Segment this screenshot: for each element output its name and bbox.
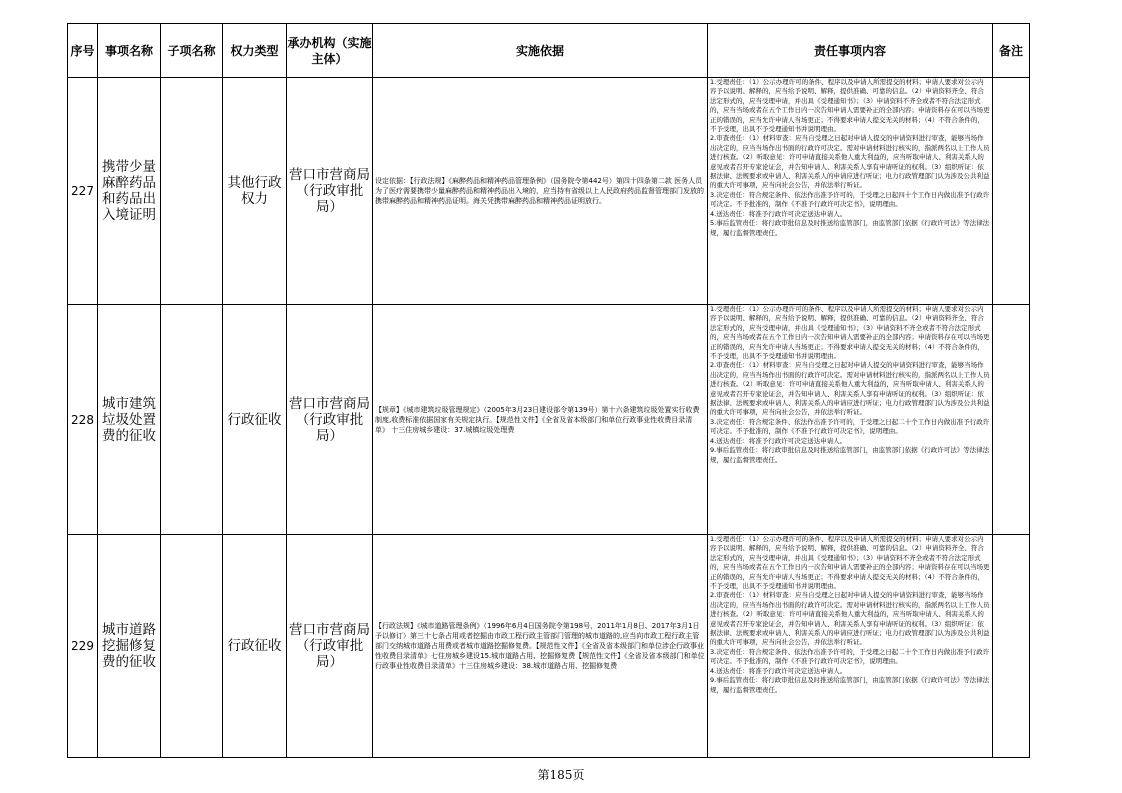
row-seq: 229 xyxy=(68,535,98,758)
header-seq: 序号 xyxy=(68,24,98,78)
table-row xyxy=(68,535,1030,758)
row-basis: 设定依据：【行政法规】《麻醉药品和精神药品管理条例》（国务院令第442号）第四十四条第二款 医务人员为了医疗需要携带少量麻醉药品和精神药品出入境的，应当持有省级以上人民政府药品监督管理部门发放的携带麻醉药品和精神药品证明。海关凭携带麻醉药品和精神药品证明放行。 xyxy=(373,78,708,305)
header-item-name: 事项名称 xyxy=(98,24,161,78)
row-power-type: 行政征收 xyxy=(223,535,287,758)
duty-item: 2.审查责任：（1）材料审查：应当自受理之日起对申请人提交的申请资料进行审查，能够当场作出决定的，应当当场作出书面的行政许可决定。需对申请材料进行核实的，指派两名以上工作人员进行核查。（2）听取意见：许可申请直接关系他人重大利益的，应当听取申请人、利害关系人的意见或者召开专家论证会，并告知申请人、利害关系人享有申请听证的权利。（3）组织听证：依据法律、法规要求或申请人、利害关系人的申请应进行听证；电力行政管理部门认为涉及公共利益的重大许可事项，应当向社会公告，并依法举行听证。 xyxy=(710,134,990,190)
row-seq: 227 xyxy=(68,78,98,305)
row-basis: 【规章】《城市建筑垃圾管理规定》（2005年3月23日建设部令第139号）第十六条建筑垃圾处置实行收费制度,收费标准依据国家有关规定执行。【规范性文件】《全省及省本级部门和单位行政事业性收费目录清单》 十三住房城乡建设：37.城镇垃圾处理费 xyxy=(373,305,708,535)
duty-item: 3.决定责任：符合规定条件、依法作出准予许可的，于受理之日起二十个工作日内做出准予行政许可决定。不予批准的，制作《不准予行政许可决定书》，说明理由。 xyxy=(710,647,990,666)
row-agency: 营口市营商局（行政审批局） xyxy=(287,78,373,305)
row-sub-item xyxy=(161,305,223,535)
header-agency: 承办机构（实施主体） xyxy=(287,24,373,78)
table-row xyxy=(68,305,1030,535)
duty-item: 2.审查责任：（1）材料审查：应当自受理之日起对申请人提交的申请资料进行审查，能够当场作出决定的，应当当场作出书面的行政许可决定。需对申请材料进行核实的，指派两名以上工作人员进行核查。（2）听取意见：许可申请直接关系他人重大利益的，应当听取申请人、利害关系人的意见或者召开专家论证会，并告知申请人、利害关系人享有申请听证的权利。（3）组织听证：依据法律、法规要求或申请人、利害关系人的申请应进行听证；电力行政管理部门认为涉及公共利益的重大许可事项，应当向社会公告，并依法举行听证。 xyxy=(710,361,990,417)
row-item-name: 城市道路挖掘修复费的征收 xyxy=(98,535,161,758)
duty-item: 9.事后监管责任：将行政审批信息及时推送给监管部门，由监管部门依据《行政许可法》等法律法规，履行监督管理责任。 xyxy=(710,676,990,694)
duty-item: 1.受理责任：（1）公示办理许可的条件、程序以及申请人所需提交的材料；申请人要求对公示内容予以说明、解释的，应当给予说明、解释，提供准确、可靠的信息。（2）申请资料齐全、符合法定形式的，应当受理申请，并出具《受理通知书》；（3）申请资料不齐全或者不符合法定形式的，应当当场或者在五个工作日内一次告知申请人需要补正的全部内容；申请资料存在可以当场更正的错误的，应当允许申请人当场更正；不得要求申请人提交无关的材料；（4）不符合条件的，不予受理，出具不予受理通知书并说明理由。 xyxy=(710,535,990,591)
row-duty xyxy=(708,305,993,535)
duty-item: 5.事后监管责任：将行政审批信息及时推送给监管部门，由监管部门依据《行政许可法》等法律法规，履行监督管理责任。 xyxy=(710,219,990,237)
row-remark xyxy=(993,535,1030,758)
duty-item: 4.送达责任：将准予行政许可决定送达申请人。 xyxy=(710,666,847,675)
duty-item: 3.决定责任：符合规定条件、依法作出准予许可的，于受理之日起二十个工作日内做出准予行政许可决定。不予批准的，制作《不准予行政许可决定书》，说明理由。 xyxy=(710,417,990,436)
duty-item: 3.决定责任：符合规定条件、依法作出准予许可的，于受理之日起四十个工作日内做出准予行政许可决定。不予批准的，制作《不准予行政许可决定书》，说明理由。 xyxy=(710,190,990,209)
duty-item: 4.送达责任：将准予行政许可决定送达申请人。 xyxy=(710,209,847,218)
table-row xyxy=(68,78,1030,305)
row-power-type: 其他行政权力 xyxy=(223,78,287,305)
row-agency: 营口市营商局（行政审批局） xyxy=(287,305,373,535)
duty-item: 1.受理责任：（1）公示办理许可的条件、程序以及申请人所需提交的材料；申请人要求对公示内容予以说明、解释的，应当给予说明、解释，提供准确、可靠的信息。（2）申请资料齐全、符合法定形式的，应当受理申请，并出具《受理通知书》；（3）申请资料不齐全或者不符合法定形式的，应当当场或者在五个工作日内一次告知申请人需要补正的全部内容；申请资料存在可以当场更正的错误的，应当允许申请人当场更正；不得要求申请人提交无关的材料；（4）不符合条件的，不予受理，出具不予受理通知书并说明理由。 xyxy=(710,305,990,361)
header-duty: 责任事项内容 xyxy=(708,24,993,78)
header-remark: 备注 xyxy=(993,24,1030,78)
header-sub-item: 子项名称 xyxy=(161,24,223,78)
row-duty xyxy=(708,78,993,305)
row-agency: 营口市营商局（行政审批局） xyxy=(287,535,373,758)
power-list-table xyxy=(67,23,1030,758)
page-number: 第185页 xyxy=(537,768,585,782)
row-duty xyxy=(708,535,993,758)
header-basis: 实施依据 xyxy=(373,24,708,78)
row-seq: 228 xyxy=(68,305,98,535)
row-sub-item xyxy=(161,535,223,758)
row-basis: 【行政法规】《城市道路管理条例》（1996年6月4日国务院令第198号，2011年1月8日、2017年3月1日予以修订）第三十七条占用或者挖掘由市政工程行政主管部门管理的城市道路的,应当向市政工程行政主管部门交纳城市道路占用费或者城市道路挖掘修复费。【规范性文件】《全省及省本级部门和单位涉企行政事业性收费目录清单》七住房城乡建设15.城市道路占用、挖掘修复费【规范性文件】《全省及省本级部门和单位行政事业性收费目录清单》十三住房城乡建设：38.城市道路占用、挖掘修复费 xyxy=(373,535,708,758)
duty-item: 1.受理责任：（1）公示办理许可的条件、程序以及申请人所需提交的材料；申请人要求对公示内容予以说明、解释的，应当给予说明、解释，提供准确、可靠的信息。（2）申请资料齐全、符合法定形式的，应当受理申请，并出具《受理通知书》；（3）申请资料不齐全或者不符合法定形式的，应当当场或者在五个工作日内一次告知申请人需要补正的全部内容；申请资料存在可以当场更正的错误的，应当允许申请人当场更正；不得要求申请人提交无关的材料；（4）不符合条件的，不予受理，出具不予受理通知书并说明理由。 xyxy=(710,78,990,134)
table-header-row xyxy=(68,24,1030,78)
row-power-type: 行政征收 xyxy=(223,305,287,535)
row-sub-item xyxy=(161,78,223,305)
duty-item: 2.审查责任：（1）材料审查：应当自受理之日起对申请人提交的申请资料进行审查，能够当场作出决定的，应当当场作出书面的行政许可决定。需对申请材料进行核实的，指派两名以上工作人员进行核查。（2）听取意见：许可申请直接关系他人重大利益的，应当听取申请人、利害关系人的意见或者召开专家论证会，并告知申请人、利害关系人享有申请听证的权利。（3）组织听证：依据法律、法规要求或申请人、利害关系人的申请应进行听证；电力行政管理部门认为涉及公共利益的重大许可事项，应当向社会公告，并依法举行听证。 xyxy=(710,591,990,647)
duty-item: 9.事后监管责任：将行政审批信息及时推送给监管部门，由监管部门依据《行政许可法》等法律法规，履行监督管理责任。 xyxy=(710,446,990,464)
row-remark xyxy=(993,305,1030,535)
row-remark xyxy=(993,78,1030,305)
header-power-type: 权力类型 xyxy=(223,24,287,78)
row-item-name: 城市建筑垃圾处置费的征收 xyxy=(98,305,161,535)
duty-item: 4.送达责任：将准予行政许可决定送达申请人。 xyxy=(710,436,847,445)
row-item-name: 携带少量麻醉药品和药品出入境证明 xyxy=(98,78,161,305)
